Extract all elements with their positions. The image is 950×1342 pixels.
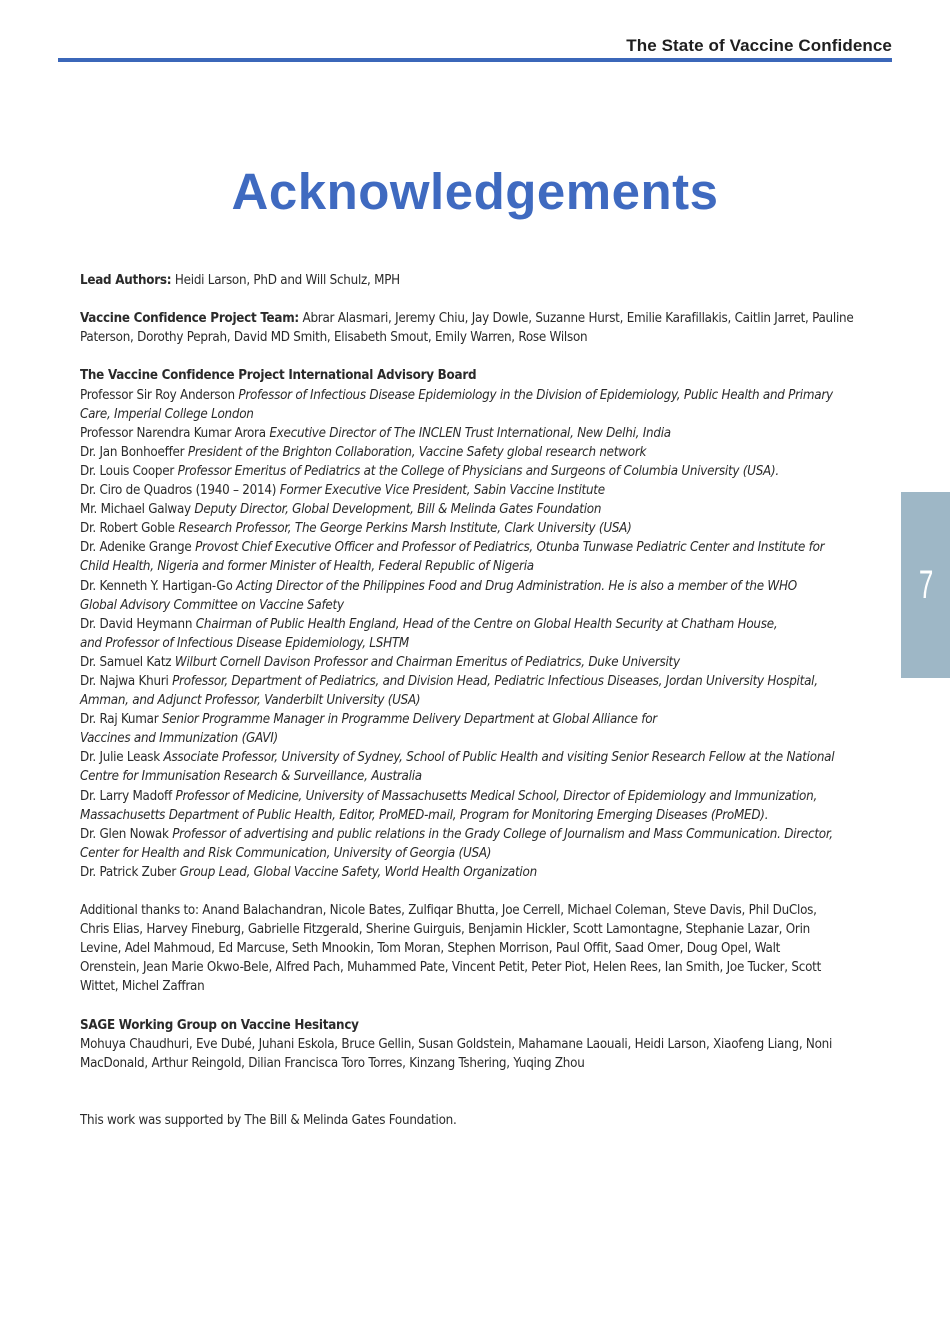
advisory-board-member (80, 538, 910, 576)
member-title: Research Professor, The George Perkins Marsh Institute, Clark University (USA) (178, 521, 632, 537)
member-name: Dr. Robert Goble (80, 521, 175, 537)
member-name: Dr. Najwa Khuri (80, 673, 169, 689)
advisory-board-member (80, 825, 910, 863)
member-name: Dr. Glen Nowak (80, 826, 169, 842)
lead-authors-names: Heidi Larson, PhD and Will Schulz, MPH (174, 273, 400, 288)
advisory-board-member (80, 462, 910, 481)
page-title: Acknowledgements (231, 163, 719, 220)
member-name: Dr. Jan Bonhoeffer (80, 444, 185, 460)
advisory-board-member (80, 748, 910, 786)
thanks-line: Orenstein, Jean Marie Okwo-Bele, Alfred Pach, Muhammed Pate, Vincent Petit, Peter Piot, Helen Rees, Ian Smith, Joe Tucker, Scott (80, 960, 822, 976)
member-title: Child Health, Nigeria and former Minister of Health, Federal Republic of Nigeria (80, 559, 534, 575)
member-title: Centre for Immunisation Research & Surveillance, Australia (80, 769, 422, 785)
member-name: Dr. Julie Leask (80, 750, 160, 766)
member-name: Dr. Adenike Grange (80, 540, 192, 556)
member-name: Dr. Ciro de Quadros (1940 – 2014) (80, 483, 277, 499)
thanks-line: Additional thanks to: Anand Balachandran, Nicole Bates, Zulfiqar Bhutta, Joe Cerrell, Michael Coleman, Steve Davis, Phil DuClos, (80, 903, 817, 919)
member-name: Dr. Larry Madoff (80, 788, 172, 804)
thanks-line: Levine, Adel Mahmoud, Ed Marcuse, Seth Mnookin, Tom Moran, Stephen Morrison, Paul Offit, Saad Omer, Doug Opel, Walt (80, 941, 781, 957)
advisory-board-member (80, 481, 910, 500)
member-title: Senior Programme Manager in Programme Delivery Department at Global Alliance for (161, 712, 657, 728)
member-name: Dr. David Heymann (80, 616, 193, 632)
member-title: Global Advisory Committee on Vaccine Safety (80, 597, 344, 613)
advisory-board-member (80, 653, 910, 672)
member-name: Professor Narendra Kumar Arora (80, 425, 266, 441)
member-title: Executive Director of The INCLEN Trust International, New Delhi, India (269, 425, 671, 441)
thanks-line: Chris Elias, Harvey Fineburg, Gabrielle Fitzgerald, Sherine Guirguis, Benjamin Hickler, Scott Lamontagne, Stephanie Lazar, Orin (80, 922, 811, 938)
member-title: Associate Professor, University of Sydney, School of Public Health and visiting Senior Research Fellow at the National (163, 750, 835, 766)
member-title: Professor, Department of Pediatrics, and Division Head, Pediatric Infectious Diseases, Jordan University Hospital, (172, 673, 818, 689)
advisory-board-member (80, 386, 910, 424)
running-header-title: The State of Vaccine Confidence (626, 36, 892, 55)
advisory-board-member (80, 615, 910, 653)
member-title: Professor of advertising and public relations in the Grady College of Journalism and Mass Communication. Director, (172, 826, 833, 842)
chapter-number: 7 (919, 562, 934, 607)
member-title: Deputy Director, Global Development, Bill & Melinda Gates Foundation (194, 502, 602, 518)
header-rule (58, 58, 892, 62)
member-name: Mr. Michael Galway (80, 502, 191, 518)
advisory-board-member (80, 710, 910, 748)
additional-thanks (80, 901, 910, 996)
advisory-board-heading: The Vaccine Confidence Project International Advisory Board (80, 368, 477, 384)
member-name: Dr. Louis Cooper (80, 463, 175, 479)
advisory-board-member (80, 787, 910, 825)
member-title: Wilburt Cornell Davison Professor and Chairman Emeritus of Pediatrics, Duke University (174, 654, 680, 670)
advisory-board-member (80, 672, 910, 710)
member-title: Massachusetts Department of Public Health, Editor, ProMED-mail, Program for Monitoring Emerging Diseases (ProMED). (80, 807, 769, 823)
advisory-board-member (80, 443, 910, 462)
advisory-board-member (80, 863, 910, 882)
project-team-label: Vaccine Confidence Project Team: (80, 311, 299, 327)
project-team (80, 309, 910, 347)
member-title: Professor of Medicine, University of Massachusetts Medical School, Director of Epidemiology and Immunization, (175, 788, 817, 804)
member-name: Dr. Raj Kumar (80, 712, 159, 728)
member-name: Professor Sir Roy Anderson (80, 387, 235, 403)
member-title: Vaccines and Immunization (GAVI) (80, 731, 278, 747)
member-title: Professor Emeritus of Pediatrics at the College of Physicians and Surgeons of Columbia University (USA). (177, 463, 779, 479)
member-title: Chairman of Public Health England, Head of the Centre on Global Health Security at Chatham House, (195, 616, 778, 632)
member-title: Center for Health and Risk Communication, University of Georgia (USA) (80, 845, 492, 861)
member-title: Former Executive Vice President, Sabin Vaccine Institute (279, 483, 605, 499)
member-title: and Professor of Infectious Disease Epidemiology, LSHTM (80, 635, 409, 651)
lead-authors (80, 271, 910, 290)
advisory-board-member (80, 424, 910, 443)
sage-line: Mohuya Chaudhuri, Eve Dubé, Juhani Eskola, Bruce Gellin, Susan Goldstein, Mahamane Laouali, Heidi Larson, Xiaofeng Liang, Noni (80, 1036, 833, 1052)
project-team-names: Abrar Alasmari, Jeremy Chiu, Jay Dowle, Suzanne Hurst, Emilie Karafillakis, Caitlin Jarret, Pauline Paterson, Dorothy Peprah, David MD Smith, Elisabeth Smout, Emily Warren, Rose Wilson (80, 311, 854, 346)
member-title: Provost Chief Executive Officer and Professor of Pediatrics, Otunba Tunwase Pediatric Center and Institute for (195, 540, 825, 556)
advisory-board-member (80, 500, 910, 519)
acknowledgements-body (80, 271, 910, 1130)
member-title: President of the Brighton Collaboration, Vaccine Safety global research network (187, 444, 647, 460)
support-note: This work was supported by The Bill & Melinda Gates Foundation. (80, 1113, 457, 1129)
sage-line: MacDonald, Arthur Reingold, Dilian Francisca Toro Torres, Kinzang Tshering, Yuqing Zhou (80, 1055, 585, 1071)
member-name: Dr. Kenneth Y. Hartigan-Go (80, 578, 233, 594)
sage-heading: SAGE Working Group on Vaccine Hesitancy (80, 1017, 359, 1033)
thanks-line: Wittet, Michel Zaffran (80, 979, 205, 995)
member-title: Acting Director of the Philippines Food and Drug Administration. He is also a member of the WHO (236, 578, 797, 594)
lead-authors-label: Lead Authors: (80, 273, 172, 288)
advisory-board-list (80, 386, 910, 882)
member-title: Professor of Infectious Disease Epidemiology in the Division of Epidemiology, Public Health and Primary (238, 387, 833, 403)
advisory-board-member (80, 577, 910, 615)
member-name: Dr. Samuel Katz (80, 654, 172, 670)
sage-members (80, 1035, 910, 1073)
member-name: Dr. Patrick Zuber (80, 864, 177, 880)
member-title: Amman, and Adjunct Professor, Vanderbilt University (USA) (80, 693, 421, 709)
member-title: Care, Imperial College London (80, 406, 254, 422)
advisory-board-member (80, 519, 910, 538)
member-title: Group Lead, Global Vaccine Safety, World Health Organization (179, 864, 537, 880)
